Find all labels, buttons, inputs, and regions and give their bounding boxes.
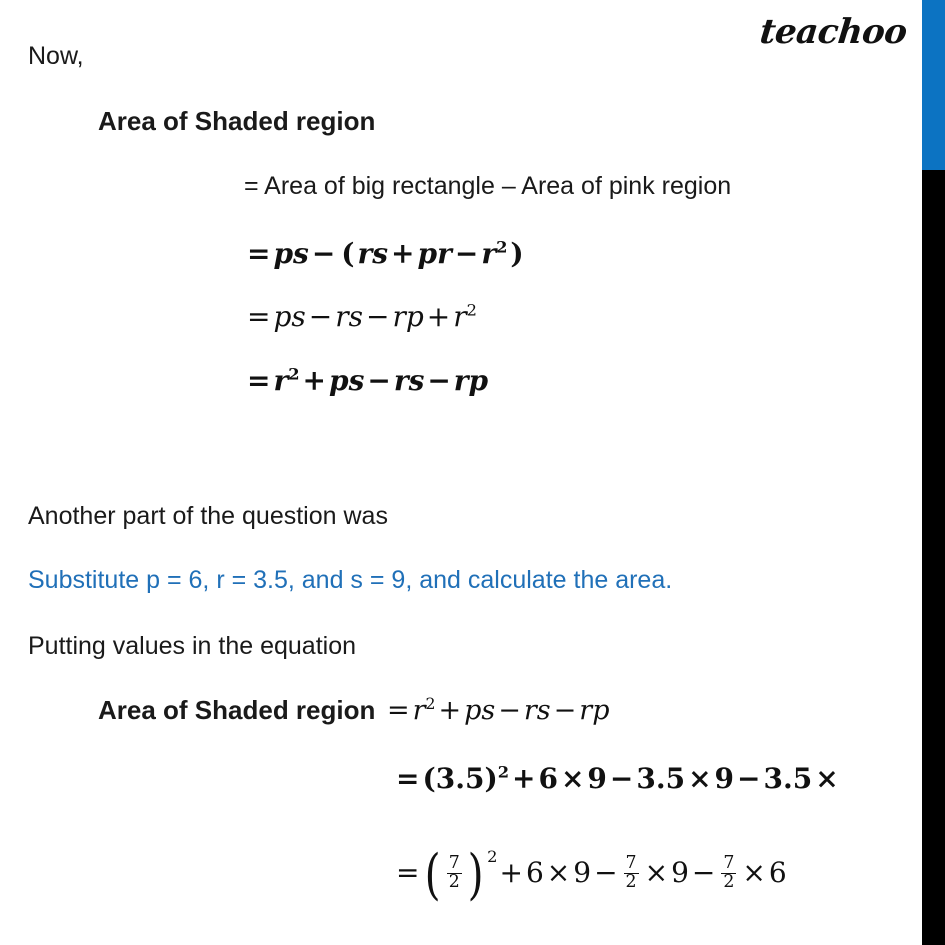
open-paren: ( xyxy=(422,762,436,795)
term-rs: rs xyxy=(357,237,389,270)
numeric-substitution-line xyxy=(393,762,842,795)
heading-label: Area of Shaded region xyxy=(98,695,376,725)
denominator: 2 xyxy=(448,872,460,893)
numerator: 7 xyxy=(448,853,460,874)
minus-sign-2: − xyxy=(553,695,577,726)
minus-sign: − xyxy=(311,237,336,270)
minus-sign-1: − xyxy=(367,364,391,397)
close-paren: ) xyxy=(484,762,498,795)
minus-sign-2: − xyxy=(427,364,451,397)
minus-sign-2: − xyxy=(691,856,716,890)
term-rs: rs xyxy=(393,364,425,397)
times-sign-1: × xyxy=(560,762,585,795)
value-9-b: 9 xyxy=(714,762,735,795)
term-rs: rs xyxy=(335,300,363,333)
term-r: r xyxy=(273,364,289,397)
exponent-2: 2 xyxy=(288,364,300,384)
minus-sign-2: − xyxy=(454,237,479,270)
fraction-7-over-2 xyxy=(447,855,462,891)
plus-sign: + xyxy=(438,695,462,726)
minus-sign-1: − xyxy=(308,300,333,333)
numerator: 7 xyxy=(625,853,637,874)
exponent-2: 2 xyxy=(466,300,477,320)
term-r: r xyxy=(412,695,426,726)
equals-sign: = xyxy=(247,300,271,333)
value-9: 9 xyxy=(573,856,592,890)
value-9-b: 9 xyxy=(671,856,689,890)
fraction-substitution-line xyxy=(393,842,787,906)
term-ps: ps xyxy=(329,364,365,397)
minus-sign-1: − xyxy=(609,762,634,795)
equation-simplified xyxy=(244,300,477,333)
equals-sign: = xyxy=(396,762,420,795)
plus-sign: + xyxy=(499,856,523,890)
exponent-2: 2 xyxy=(425,694,436,713)
times-sign-2: × xyxy=(644,856,669,890)
derivation-line-words: = Area of big rectangle – Area of pink region xyxy=(244,172,732,200)
parenthesized-fraction-squared: ( $\frac{7}{2}$ ) $^2$ xyxy=(422,855,496,894)
value-6: 6 xyxy=(538,762,558,795)
term-pr: pr xyxy=(417,237,452,270)
term-rp: rp xyxy=(453,364,489,397)
equals-sign: = xyxy=(247,237,271,270)
plus-sign: + xyxy=(302,364,326,397)
heading-area-of-shaded-region: Area of Shaded region xyxy=(98,106,376,136)
open-paren: ( xyxy=(425,842,442,906)
term-rs: rs xyxy=(523,695,551,726)
minus-sign-1: − xyxy=(594,856,618,890)
intro-text: Now, xyxy=(28,42,84,70)
equals-sign: = xyxy=(247,364,271,397)
term-r: r xyxy=(453,300,467,333)
term-r: r xyxy=(481,237,497,270)
close-paren: ) xyxy=(510,237,524,270)
exponent-2: 2 xyxy=(497,762,509,782)
equation-final-form xyxy=(244,364,489,397)
minus-sign-2: − xyxy=(366,300,390,333)
equals-sign: = xyxy=(396,856,420,890)
value-6: 6 xyxy=(525,856,544,890)
right-edge-black-bar xyxy=(922,170,945,945)
term-rp: rp xyxy=(579,695,610,726)
times-sign-1: × xyxy=(546,856,571,890)
equation-expand xyxy=(244,237,527,270)
times-sign-2: × xyxy=(688,762,712,795)
minus-sign-2: − xyxy=(737,762,761,795)
fraction-7-over-2-c xyxy=(721,855,736,891)
value-3point5: 3.5 xyxy=(435,762,485,795)
term-ps: ps xyxy=(464,695,496,726)
open-paren: ( xyxy=(341,237,355,270)
term-rp: rp xyxy=(392,300,424,333)
term-ps: ps xyxy=(273,237,309,270)
close-paren: ) xyxy=(467,842,484,906)
heading-area-with-equation xyxy=(98,694,610,726)
value-9: 9 xyxy=(587,762,607,795)
plus-sign: + xyxy=(511,762,536,795)
value-6-b: 6 xyxy=(768,856,787,890)
value-3point5-c: 3.5 xyxy=(763,762,813,795)
value-3point5-b: 3.5 xyxy=(636,762,686,795)
big-parens xyxy=(422,842,486,906)
term-ps: ps xyxy=(273,300,306,333)
minus-sign-1: − xyxy=(498,695,521,726)
times-sign-3: × xyxy=(742,856,766,890)
fraction-7-over-2-b xyxy=(624,855,639,891)
denominator: 2 xyxy=(723,872,735,893)
plus-sign: + xyxy=(391,237,415,270)
exponent-2: 2 xyxy=(496,237,508,257)
putting-values-text: Putting values in the equation xyxy=(28,632,357,660)
another-part-text: Another part of the question was xyxy=(28,502,388,530)
plus-sign: + xyxy=(426,300,451,333)
right-edge-blue-bar xyxy=(922,0,945,170)
substitute-instruction-text: Substitute p = 6, r = 3.5, and s = 9, and calculate the area. xyxy=(28,566,673,594)
teachoo-logo: teachoo xyxy=(758,12,910,52)
times-sign-3: × xyxy=(815,762,839,795)
numerator: 7 xyxy=(723,853,735,874)
equals-sign: = xyxy=(386,695,410,726)
denominator: 2 xyxy=(625,872,637,893)
